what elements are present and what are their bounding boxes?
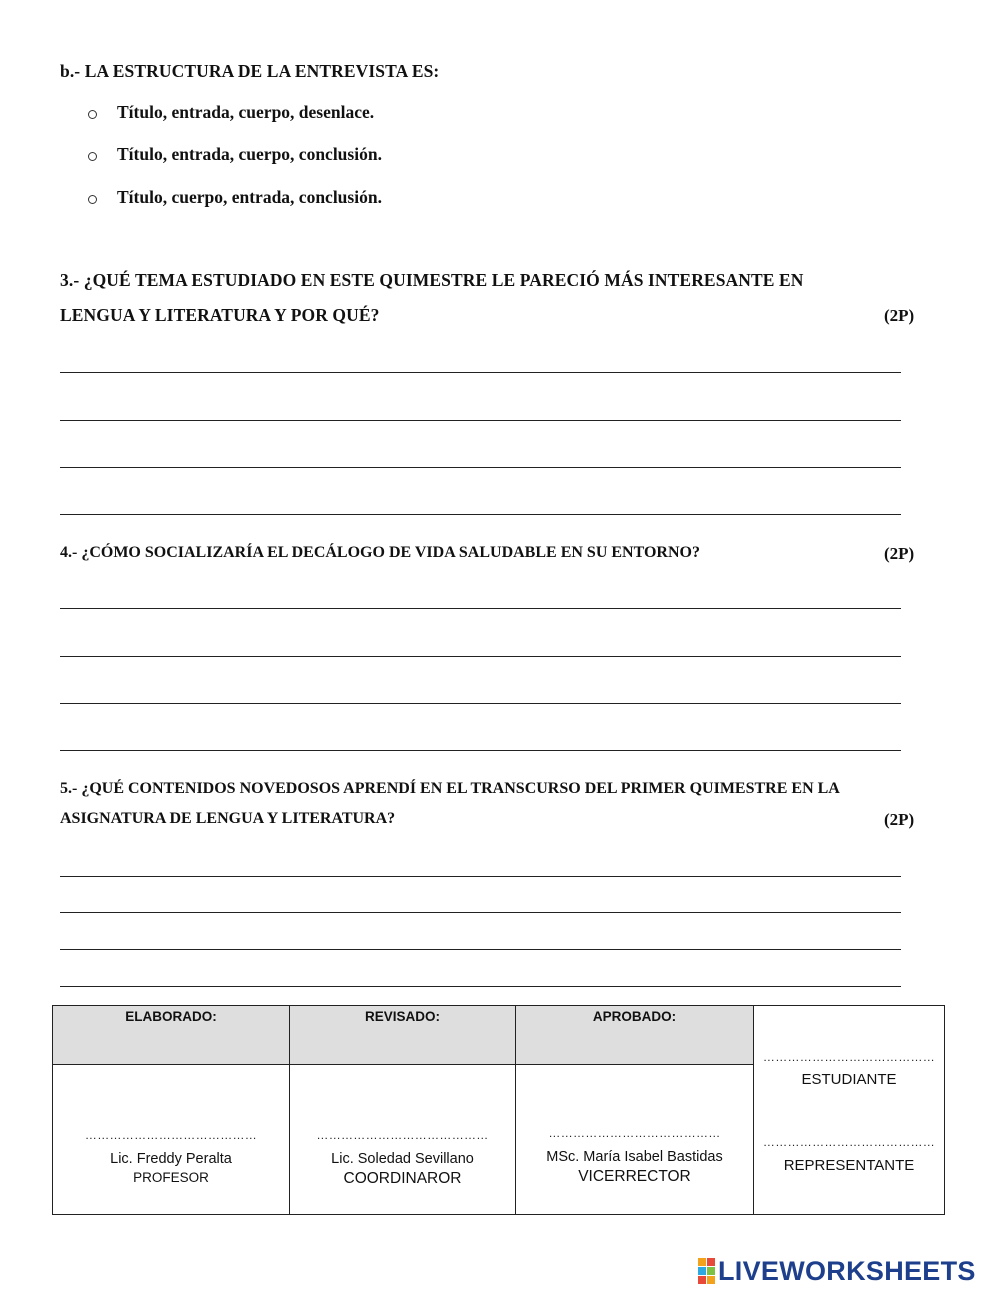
q3-text-line1: 3.- ¿QUÉ TEMA ESTUDIADO EN ESTE QUIMESTRE LE PARECIÓ MÁS INTERESANTE EN [60,270,804,290]
signature-cell-student [754,1006,944,1214]
logo-blocks-icon [698,1258,715,1284]
q5-text-line2: ASIGNATURA DE LENGUA Y LITERATURA? [60,810,396,827]
q5-answer-line-1[interactable] [60,876,901,877]
student-label: ESTUDIANTE [801,1071,897,1088]
signature-dots: …………………………………… [548,1126,721,1140]
radio-option-1[interactable] [88,110,97,119]
q4-answer-line-2[interactable] [60,656,901,657]
q3-points: (2P) [884,306,915,325]
q5-points: (2P) [884,810,915,829]
signer-role: VICERRECTOR [578,1168,691,1185]
liveworksheets-logo [698,1256,976,1286]
signature-table [52,1005,945,1215]
q4-answer-line-3[interactable] [60,703,901,704]
q5-text-line1: 5.- ¿QUÉ CONTENIDOS NOVEDOSOS APRENDÍ EN EL TRANSCURSO DEL PRIMER QUIMESTRE EN LA [60,780,840,797]
q5-answer-line-4[interactable] [60,986,901,987]
logo-text: LIVEWORKSHEETS [718,1255,976,1286]
q4-text: 4.- ¿CÓMO SOCIALIZARÍA EL DECÁLOGO DE VIDA SALUDABLE EN SU ENTORNO? [60,544,700,561]
q4-points: (2P) [884,544,915,563]
q5-answer-line-2[interactable] [60,912,901,913]
signature-cell-coordinador [290,1065,516,1214]
q4-answer-line-1[interactable] [60,608,901,609]
signature-cell-vicerrector [516,1065,754,1214]
signature-cell-profesor [53,1065,290,1214]
option-label-2: Título, entrada, cuerpo, conclusión. [117,144,382,164]
signature-dots: …………………………………… [762,1050,936,1064]
radio-option-3[interactable] [88,195,97,204]
signature-dots: …………………………………… [316,1128,489,1142]
signature-dots: …………………………………… [84,1128,258,1142]
signer-name: MSc. María Isabel Bastidas [546,1149,723,1165]
option-label-3: Título, cuerpo, entrada, conclusión. [117,187,382,207]
signature-dots: …………………………………… [762,1135,936,1149]
q3-answer-line-1[interactable] [60,372,901,373]
option-label-1: Título, entrada, cuerpo, desenlace. [117,102,375,122]
signer-role: COORDINAROR [343,1170,462,1187]
signer-name: Lic. Freddy Peralta [110,1151,232,1167]
q3-text-line2: LENGUA Y LITERATURA Y POR QUÉ? [60,305,380,325]
header-elaborado: ELABORADO: [53,1006,290,1065]
header-aprobado: APROBADO: [516,1006,754,1065]
q3-answer-line-4[interactable] [60,514,901,515]
signer-role: PROFESOR [133,1170,209,1185]
section-b-title: b.- LA ESTRUCTURA DE LA ENTREVISTA ES: [60,61,440,81]
q3-answer-line-2[interactable] [60,420,901,421]
radio-option-2[interactable] [88,152,97,161]
header-revisado: REVISADO: [290,1006,516,1065]
q4-answer-line-4[interactable] [60,750,901,751]
signer-name: Lic. Soledad Sevillano [331,1151,474,1167]
q3-answer-line-3[interactable] [60,467,901,468]
representative-label: REPRESENTANTE [783,1157,915,1174]
q5-answer-line-3[interactable] [60,949,901,950]
